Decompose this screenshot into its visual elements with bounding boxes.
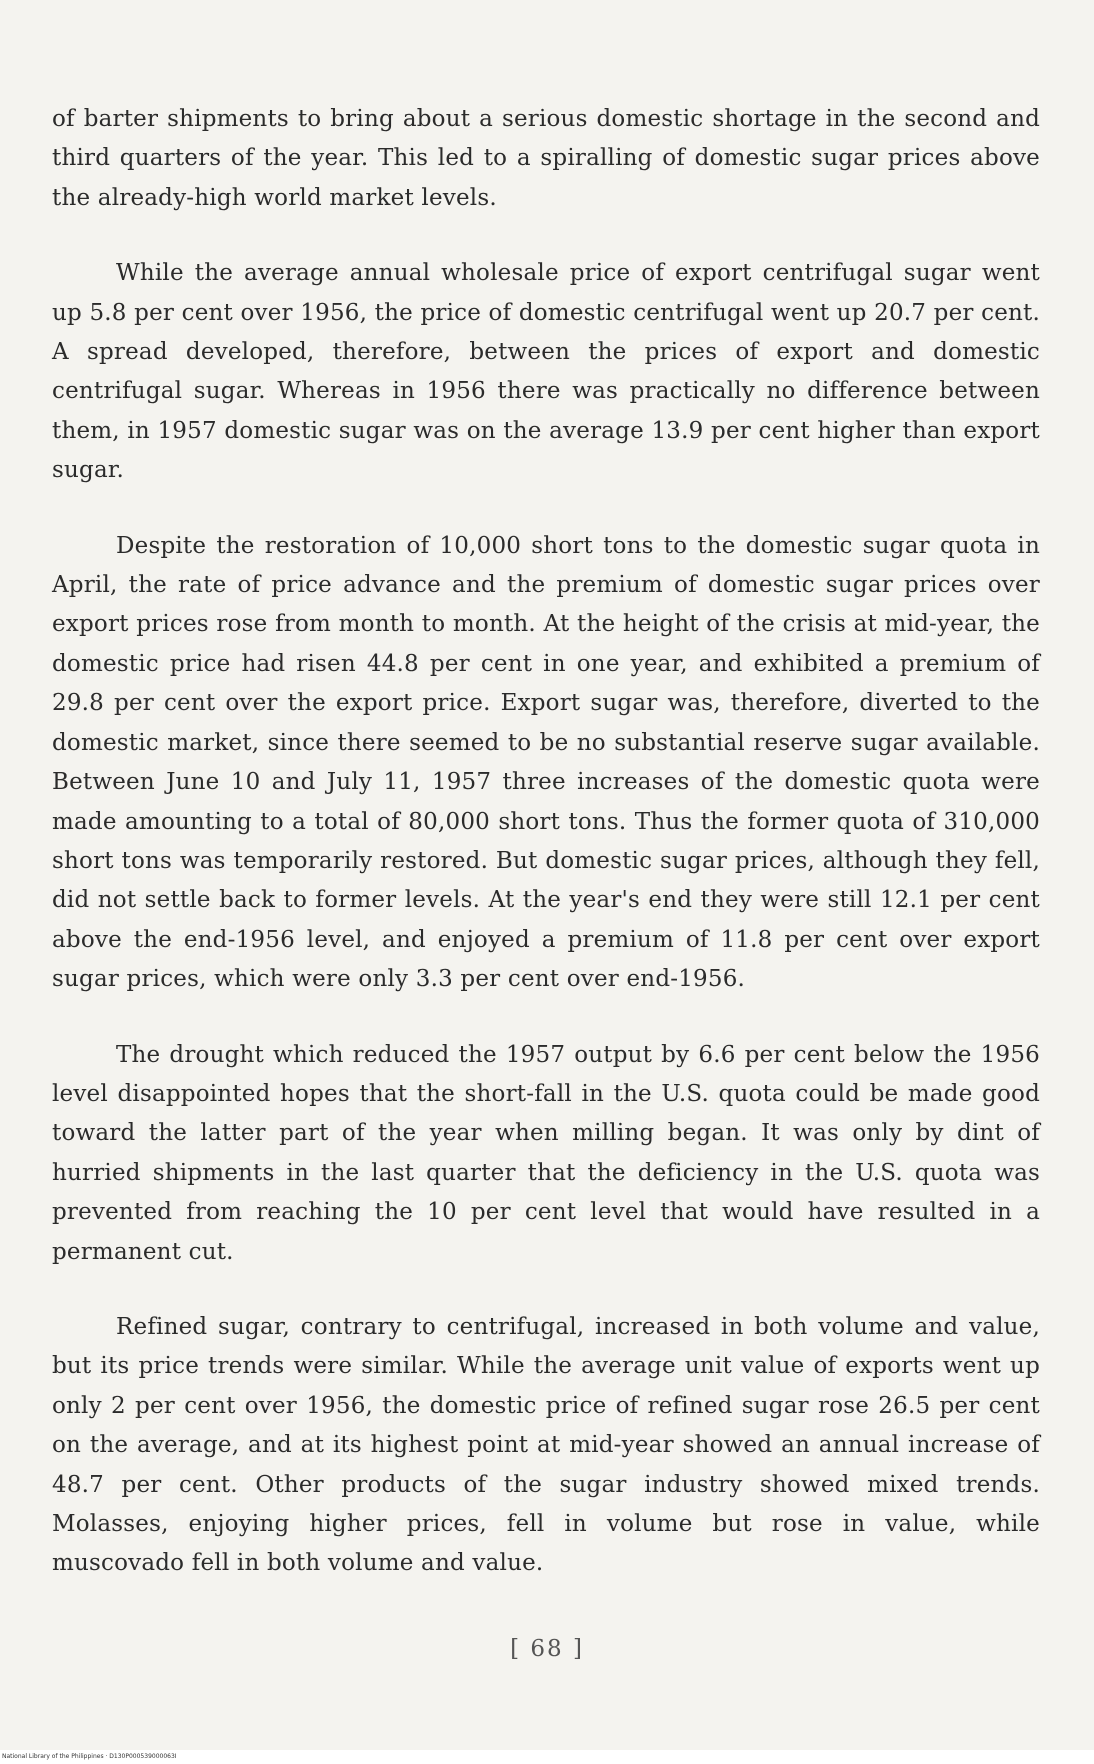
page-number: [ 68 ] xyxy=(510,1636,584,1662)
paragraph-5: Refined sugar, contrary to centrifugal, increased in both volume and value, but its price trends were similar. While the average unit value of exports went up only 2 per cent over 1956, the domestic price of refined sugar rose 26.5 per cent on the average, and at its highest point at mid-year showed an annual increase of 48.7 per cent. Other products of the sugar industry showed mixed trends. Molasses, enjoying higher prices, fell in volume but rose in value, while muscovado fell in both volume and value. xyxy=(52,1313,1040,1577)
scan-footer: National Library of the Philippines · D130P000539000063I xyxy=(0,1750,1094,1764)
paragraph-4: The drought which reduced the 1957 output by 6.6 per cent below the 1956 level disappointed hopes that the short-fall in the U.S. quota could be made good toward the latter part of the year when milling began. It was only by dint of hurried shipments in the last quarter that the deficiency in the U.S. quota was prevented from reaching the 10 per cent level that would have resulted in a permanent cut. xyxy=(52,1041,1040,1265)
paragraph-2: While the average annual wholesale price of export centrifugal sugar went up 5.8 per cent over 1956, the price of domestic centrifugal went up 20.7 per cent. A spread developed, therefore, between the prices of export and domestic centrifugal sugar. Whereas in 1956 there was practically no difference between them, in 1957 domestic sugar was on the average 13.9 per cent higher than export sugar. xyxy=(52,260,1040,484)
paragraph-1: of barter shipments to bring about a serious domestic shortage in the second and third quarters of the year. This led to a spiralling of domestic sugar prices above the already-high world market levels. xyxy=(52,106,1040,211)
document-body xyxy=(52,100,1040,1620)
paragraph-3: Despite the restoration of 10,000 short tons to the domestic sugar quota in April, the rate of price advance and the premium of domestic sugar prices over export prices rose from month to month. At the height of the crisis at mid-year, the domestic price had risen 44.8 per cent in one year, and exhibited a premium of 29.8 per cent over the export price. Export sugar was, therefore, diverted to the domestic market, since there seemed to be no substantial reserve sugar available. Between June 10 and July 11, 1957 three increases of the domestic quota were made amounting to a total of 80,000 short tons. Thus the former quota of 310,000 short tons was temporarily restored. But domestic sugar prices, although they fell, did not settle back to former levels. At the year's end they were still 12.1 per cent above the end-1956 level, and enjoyed a premium of 11.8 per cent over export sugar prices, which were only 3.3 per cent over end-1956. xyxy=(52,532,1040,993)
